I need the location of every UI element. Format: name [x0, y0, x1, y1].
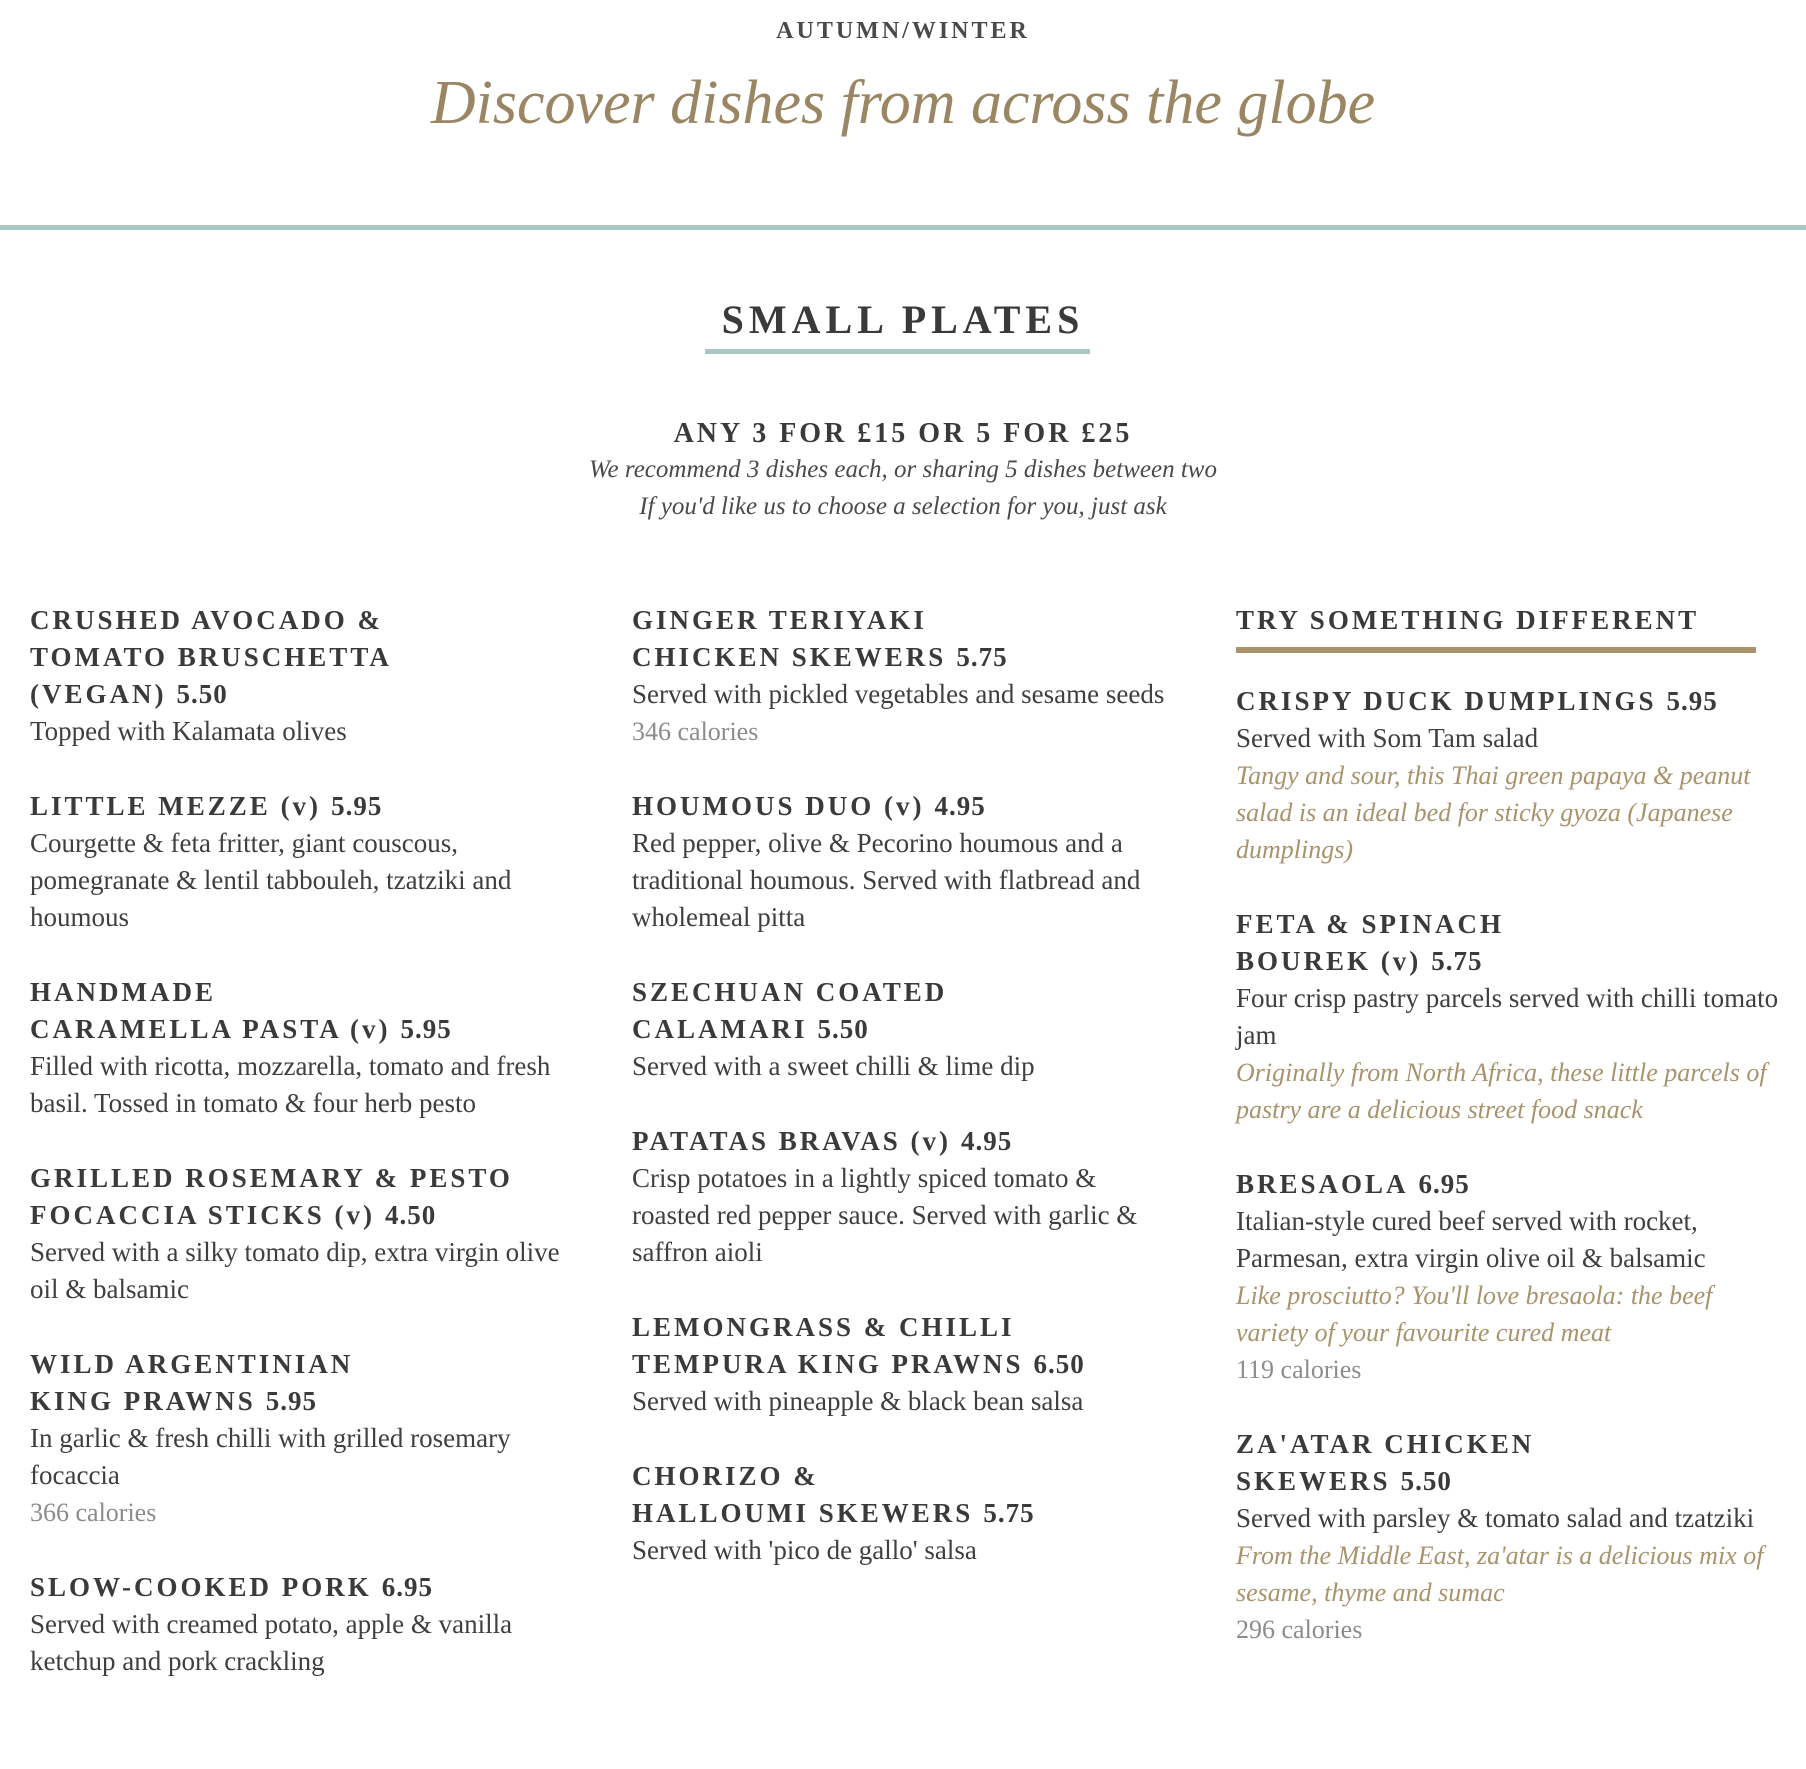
item-name: CRUSHED AVOCADO & TOMATO BRUSCHETTA (VEGAN) [30, 605, 392, 709]
item-price: 5.50 [176, 679, 228, 709]
item-name: SZECHUAN COATED CALAMARI [632, 977, 948, 1044]
menu-item [30, 788, 570, 936]
item-calories: 119 calories [1236, 1355, 1362, 1384]
item-price: 5.95 [400, 1014, 452, 1044]
item-description: Topped with Kalamata olives [30, 716, 347, 746]
item-description: Red pepper, olive & Pecorino houmous and a traditional houmous. Served with flatbread and wholemeal pitta [632, 828, 1141, 932]
item-description: Served with pineapple & black bean salsa [632, 1386, 1084, 1416]
item-name: CRISPY DUCK DUMPLINGS [1236, 686, 1657, 716]
item-price: 6.95 [1418, 1169, 1470, 1199]
item-name: HANDMADE CARAMELLA PASTA (v) [30, 977, 391, 1044]
menu-item [30, 974, 570, 1122]
item-name: CHORIZO & HALLOUMI SKEWERS [632, 1461, 974, 1528]
menu-column-1 [30, 602, 570, 1718]
item-name: ZA'ATAR CHICKEN SKEWERS [1236, 1429, 1535, 1496]
menu-item [30, 1569, 570, 1680]
item-price: 4.95 [961, 1126, 1013, 1156]
menu-item [30, 1346, 570, 1531]
menu-column-2 [632, 602, 1172, 1607]
selection-note: If you'd like us to choose a selection for you, just ask [639, 493, 1167, 520]
item-price: 4.95 [934, 791, 986, 821]
item-price: 5.75 [956, 642, 1008, 672]
item-name: PATATAS BRAVAS (v) [632, 1126, 952, 1156]
item-description: Served with creamed potato, apple & vanilla ketchup and pork crackling [30, 1609, 513, 1676]
tagline: Discover dishes from across the globe [430, 69, 1376, 137]
menu-item [632, 788, 1172, 936]
menu-item [632, 1458, 1172, 1569]
item-description: Served with parsley & tomato salad and tzatziki [1236, 1503, 1755, 1533]
item-calories: 346 calories [632, 717, 759, 746]
item-description: Served with pickled vegetables and sesame seeds [632, 679, 1165, 709]
item-calories: 296 calories [1236, 1615, 1363, 1644]
item-origin-note: Tangy and sour, this Thai green papaya & peanut salad is an ideal bed for sticky gyoza (Japanese dumplings) [1236, 761, 1751, 864]
item-description: Filled with ricotta, mozzarella, tomato and fresh basil. Tossed in tomato & four herb pesto [30, 1051, 551, 1118]
item-name: WILD ARGENTINIAN KING PRAWNS [30, 1349, 354, 1416]
menu-item [30, 602, 570, 750]
section-title: SMALL PLATES [721, 297, 1085, 342]
menu-item [1236, 906, 1784, 1128]
item-price: 5.75 [983, 1498, 1035, 1528]
menu-item [632, 974, 1172, 1085]
item-name: GINGER TERIYAKI CHICKEN SKEWERS [632, 605, 947, 672]
item-description: Served with 'pico de gallo' salsa [632, 1535, 977, 1565]
top-divider [0, 225, 1806, 230]
menu-item [30, 1160, 570, 1308]
item-name: LITTLE MEZZE (v) [30, 791, 322, 821]
menu-item [632, 1123, 1172, 1271]
item-origin-note: Originally from North Africa, these little parcels of pastry are a delicious street food snack [1236, 1058, 1767, 1124]
item-price: 6.50 [1033, 1349, 1085, 1379]
offer-text: ANY 3 FOR £15 OR 5 FOR £25 [673, 418, 1133, 449]
menu-item [1236, 1426, 1784, 1648]
item-price: 4.50 [385, 1200, 437, 1230]
section-underline [705, 349, 1090, 354]
item-description: In garlic & fresh chilli with grilled rosemary focaccia [30, 1423, 511, 1490]
item-name: FETA & SPINACH BOUREK (v) [1236, 909, 1505, 976]
item-price: 5.50 [1400, 1466, 1452, 1496]
item-price: 5.95 [331, 791, 383, 821]
item-price: 5.50 [817, 1014, 869, 1044]
item-name: SLOW-COOKED PORK [30, 1572, 372, 1602]
item-description: Four crisp pastry parcels served with chilli tomato jam [1236, 983, 1779, 1050]
item-description: Italian-style cured beef served with rocket, Parmesan, extra virgin olive oil & balsamic [1236, 1206, 1706, 1273]
item-price: 6.95 [381, 1572, 434, 1602]
item-origin-note: From the Middle East, za'atar is a delicious mix of sesame, thyme and sumac [1236, 1541, 1764, 1607]
menu-item [1236, 1166, 1784, 1388]
item-description: Crisp potatoes in a lightly spiced tomato & roasted red pepper sauce. Served with garlic & saffron aioli [632, 1163, 1138, 1267]
menu-item [632, 602, 1172, 750]
item-description: Courgette & feta fritter, giant couscous, pomegranate & lentil tabbouleh, tzatziki and houmous [30, 828, 512, 932]
item-description: Served with a sweet chilli & lime dip [632, 1051, 1035, 1081]
try-something-different-heading: TRY SOMETHING DIFFERENT [1236, 602, 1756, 653]
item-price: 5.95 [1666, 686, 1718, 716]
recommend-note: We recommend 3 dishes each, or sharing 5 dishes between two [589, 456, 1217, 483]
item-description: Served with Som Tam salad [1236, 723, 1539, 753]
menu-item [1236, 683, 1784, 868]
item-origin-note: Like prosciutto? You'll love bresaola: the beef variety of your favourite cured meat [1236, 1281, 1713, 1347]
item-name: BRESAOLA [1236, 1169, 1409, 1199]
item-calories: 366 calories [30, 1498, 157, 1527]
season-label: AUTUMN/WINTER [776, 18, 1030, 44]
item-name: LEMONGRASS & CHILLI TEMPURA KING PRAWNS [632, 1312, 1024, 1379]
item-name: GRILLED ROSEMARY & PESTO FOCACCIA STICKS (v) [30, 1163, 513, 1230]
item-name: HOUMOUS DUO (v) [632, 791, 925, 821]
item-price: 5.75 [1431, 946, 1483, 976]
menu-item [632, 1309, 1172, 1420]
item-price: 5.95 [265, 1386, 318, 1416]
item-description: Served with a silky tomato dip, extra virgin olive oil & balsamic [30, 1237, 560, 1304]
menu-column-3 [1236, 602, 1784, 1686]
